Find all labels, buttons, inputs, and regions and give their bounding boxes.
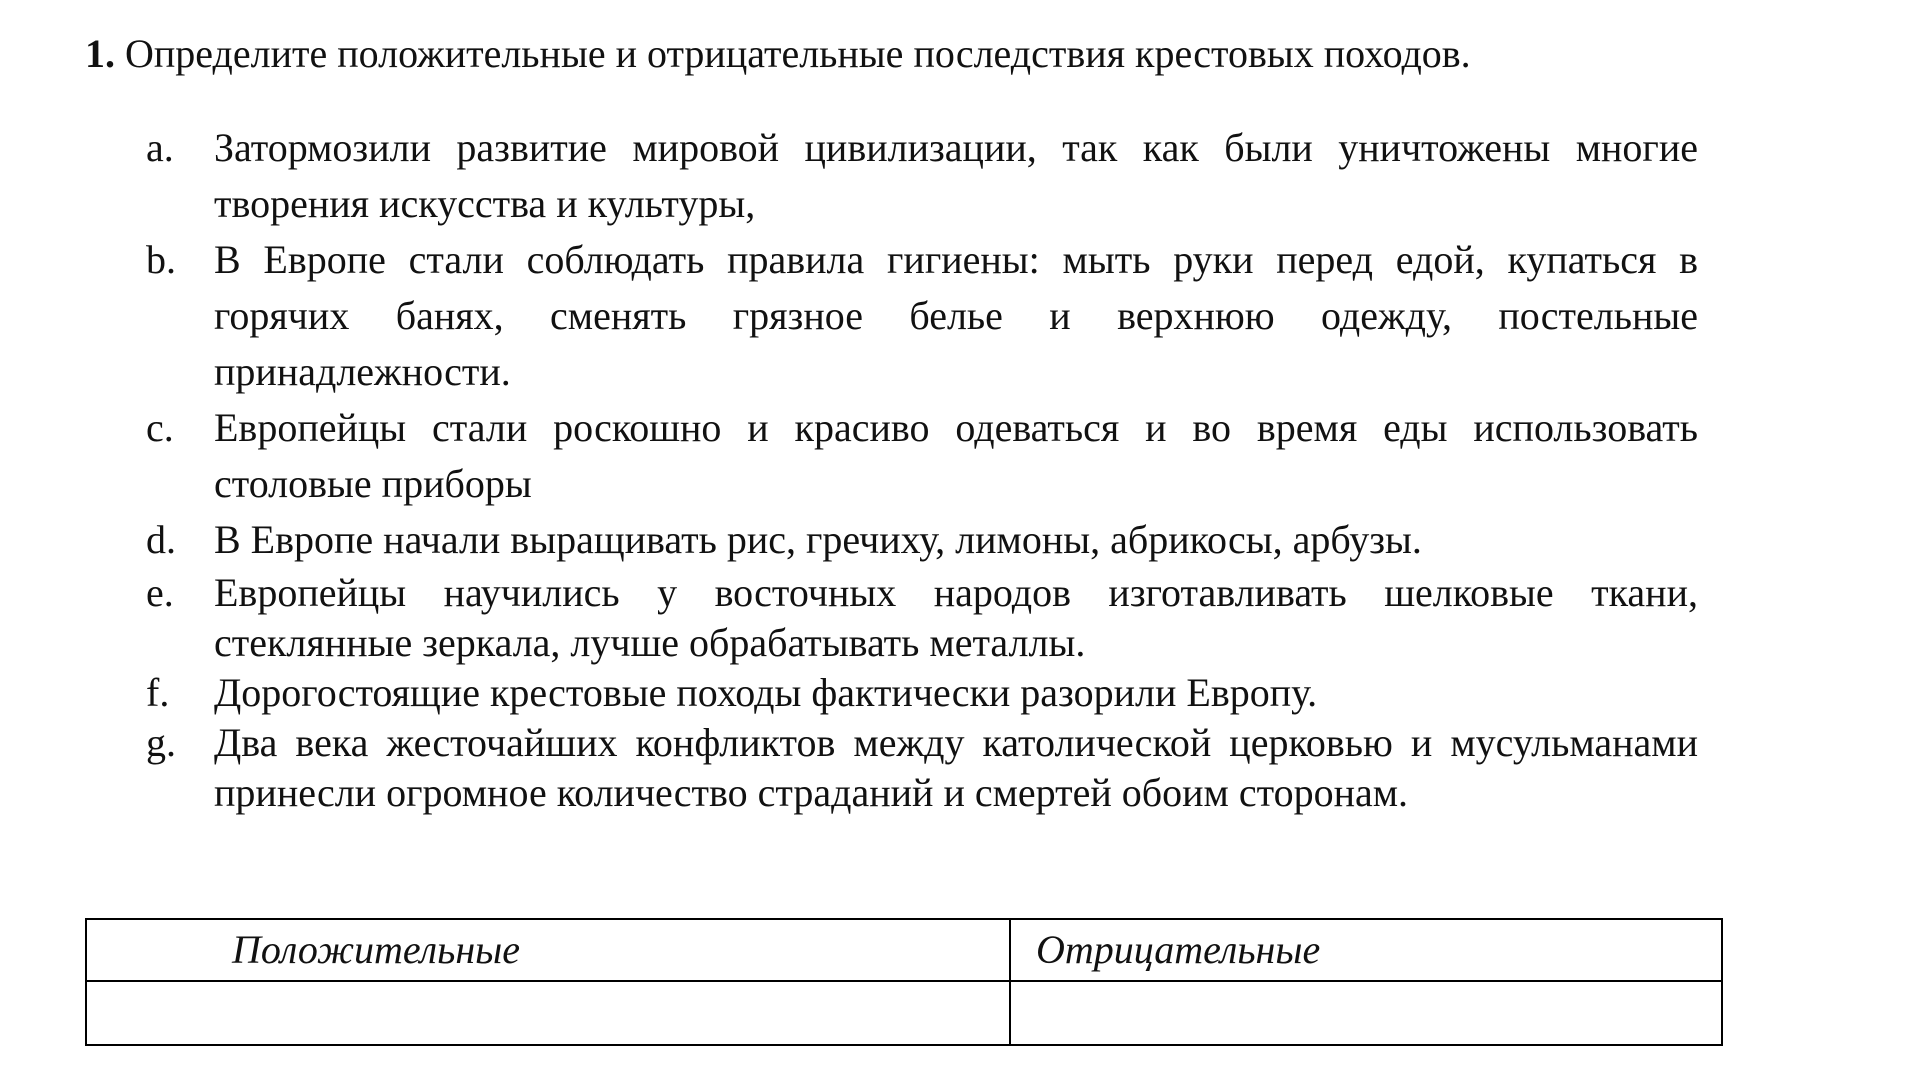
question-number: 1. <box>85 31 115 76</box>
option-marker: d. <box>146 517 176 562</box>
option-c <box>146 400 1698 512</box>
option-text: В Европе начали выращивать рис, гречиху, лимоны, абрикосы, арбузы. <box>214 517 1422 562</box>
positive-answer-cell[interactable] <box>86 981 1010 1045</box>
option-d <box>146 512 1698 568</box>
option-marker: b. <box>146 237 176 282</box>
answer-options-list <box>146 120 1698 818</box>
table-row <box>86 981 1722 1045</box>
option-marker: f. <box>146 670 170 715</box>
option-text: Европейцы научились у восточных народов изготавливать шелковые ткани, стеклянные зеркала, лучше обрабатывать металлы. <box>214 570 1698 665</box>
negative-answer-cell[interactable] <box>1010 981 1722 1045</box>
option-a <box>146 120 1698 232</box>
option-text: Затормозили развитие мировой цивилизации, так как были уничтожены многие творения искусства и культуры, <box>214 125 1698 226</box>
option-text: Европейцы стали роскошно и красиво одеваться и во время еды использовать столовые приборы <box>214 405 1698 506</box>
option-marker: e. <box>146 570 174 615</box>
option-e <box>146 568 1698 668</box>
option-marker: a. <box>146 125 174 170</box>
table-header-row <box>86 919 1722 981</box>
header-negative: Отрицательные <box>1010 919 1722 981</box>
option-g <box>146 718 1698 818</box>
option-marker: g. <box>146 720 176 765</box>
option-b <box>146 232 1698 400</box>
option-text: Два века жесточайших конфликтов между католической церковью и мусульманами принесли огромное количество страданий и смертей обоим сторонам. <box>214 720 1698 815</box>
question-text: Определите положительные и отрицательные последствия крестовых походов. <box>125 31 1471 76</box>
answer-table <box>85 918 1723 1046</box>
option-marker: c. <box>146 405 174 450</box>
option-text: В Европе стали соблюдать правила гигиены: мыть руки перед едой, купаться в горячих банях, сменять грязное белье и верхнюю одежду, постельные принадлежности. <box>214 237 1698 394</box>
option-text: Дорогостоящие крестовые походы фактически разорили Европу. <box>214 670 1318 715</box>
question-heading <box>85 28 1685 80</box>
option-f <box>146 668 1698 718</box>
header-positive: Положительные <box>86 919 1010 981</box>
